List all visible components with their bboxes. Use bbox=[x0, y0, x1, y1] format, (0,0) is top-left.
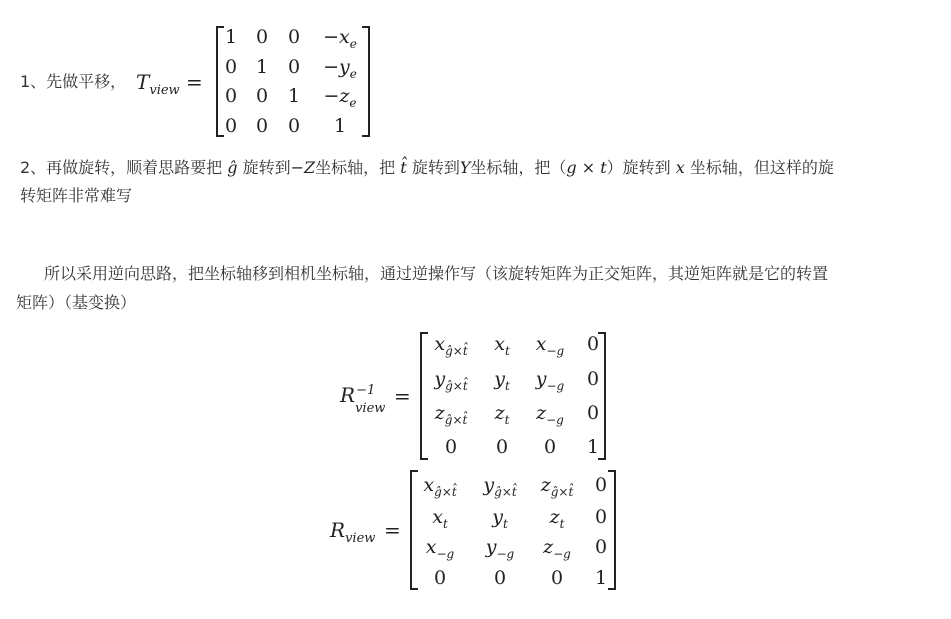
translation-cell-r3-c3: 1 bbox=[287, 85, 301, 107]
translation-cell-r1-c4: $-x_e$ bbox=[323, 26, 357, 51]
rinv-equals: = bbox=[394, 384, 411, 408]
rotation-cell-r2-c3: $z_t$ bbox=[549, 506, 565, 531]
explanation-line2: 矩阵）（基变换） bbox=[16, 293, 137, 312]
inverse-rotation-cell-r2-c4: 0 bbox=[586, 368, 600, 390]
rotation-cell-r4-c1: 0 bbox=[433, 567, 447, 589]
inverse-rotation-cell-r2-c2: $y_t$ bbox=[494, 368, 510, 393]
translation-cell-r4-c3: 0 bbox=[287, 115, 301, 137]
step1-text: 1、先做平移， bbox=[20, 72, 127, 91]
rotation-cell-r4-c2: 0 bbox=[493, 567, 507, 589]
rotation-cell-r4-c4: 1 bbox=[594, 567, 608, 589]
inverse-rotation-matrix bbox=[420, 332, 606, 460]
r-var: R bbox=[340, 383, 356, 407]
neg-z-symbol: −Z bbox=[290, 158, 316, 177]
explanation-line1: 所以采用逆向思路，把坐标轴移到相机坐标轴，通过逆操作写（该旋转矩阵为正交矩阵，其逆矩阵就是它的转置 bbox=[44, 264, 829, 283]
step2-part4: 旋转到 bbox=[411, 158, 460, 177]
inverse-rotation-cell-r4-c1: 0 bbox=[444, 436, 458, 458]
g-hat-symbol: ĝ bbox=[227, 158, 238, 177]
translation-cell-r1-c1: 1 bbox=[224, 26, 238, 48]
rotation-cell-r4-c3: 0 bbox=[550, 567, 564, 589]
inverse-rotation-cell-r1-c1: $x_{ĝ\times t̂}$ bbox=[434, 333, 468, 358]
translation-cell-r3-c4: $-z_e$ bbox=[323, 85, 357, 110]
step2-part1: 2、再做旋转，顺着思路要把 bbox=[20, 158, 223, 177]
translation-cell-r1-c3: 0 bbox=[287, 26, 301, 48]
rotation-cell-r3-c3: $z_{-g}$ bbox=[543, 536, 571, 561]
step2-part7: 坐标轴，但这样的旋 bbox=[689, 158, 834, 177]
translation-cell-r2-c4: $-y_e$ bbox=[323, 56, 357, 81]
inverse-rotation-cell-r2-c3: $y_{-g}$ bbox=[535, 368, 565, 393]
translation-cell-r4-c2: 0 bbox=[255, 115, 269, 137]
x-axis-symbol: x bbox=[675, 158, 685, 177]
inverse-rotation-cell-r4-c3: 0 bbox=[543, 436, 557, 458]
r-sub: view bbox=[355, 401, 386, 416]
rotation-cell-r1-c3: $z_{ĝ\times t̂}$ bbox=[540, 474, 574, 499]
rview-equals: = bbox=[384, 518, 401, 542]
rotation-cell-r2-c4: 0 bbox=[594, 506, 608, 528]
translation-cell-r3-c1: 0 bbox=[224, 85, 238, 107]
rotation-cell-r3-c1: $x_{-g}$ bbox=[425, 536, 455, 561]
step2-part2: 旋转到 bbox=[242, 158, 291, 177]
inverse-rotation-cell-r3-c2: $z_t$ bbox=[494, 402, 510, 427]
g-cross-t-symbol: g × t bbox=[566, 158, 607, 177]
step1-equals: = bbox=[186, 70, 203, 94]
rotation-cell-r1-c2: $y_{ĝ\times t̂}$ bbox=[483, 474, 517, 499]
inverse-rotation-cell-r1-c2: $x_t$ bbox=[494, 333, 510, 358]
rotation-cell-r3-c4: 0 bbox=[594, 536, 608, 558]
inverse-rotation-cell-r1-c3: $x_{-g}$ bbox=[535, 333, 565, 358]
rotation-cell-r3-c2: $y_{-g}$ bbox=[485, 536, 515, 561]
step2-part3: 坐标轴，把 bbox=[315, 158, 396, 177]
rotation-matrix bbox=[410, 470, 616, 590]
r-sup: −1 bbox=[356, 383, 376, 398]
rotation-cell-r1-c1: $x_{ĝ\times t̂}$ bbox=[423, 474, 457, 499]
y-axis-symbol: Y bbox=[459, 158, 471, 177]
t-var: T bbox=[136, 70, 150, 94]
r-view-symbol bbox=[330, 519, 375, 550]
t-view-symbol bbox=[136, 71, 180, 102]
step2-line1 bbox=[20, 158, 834, 178]
inverse-rotation-cell-r3-c1: $z_{ĝ\times t̂}$ bbox=[434, 402, 468, 427]
inverse-rotation-cell-r3-c3: $z_{-g}$ bbox=[536, 402, 564, 427]
inverse-rotation-cell-r4-c2: 0 bbox=[495, 436, 509, 458]
rotation-cell-r2-c1: $x_t$ bbox=[432, 506, 448, 531]
inverse-rotation-cell-r4-c4: 1 bbox=[586, 436, 600, 458]
translation-cell-r2-c2: 1 bbox=[255, 56, 269, 78]
rview-var: R bbox=[330, 518, 346, 542]
inverse-rotation-cell-r3-c4: 0 bbox=[586, 402, 600, 424]
translation-cell-r4-c4: 1 bbox=[333, 115, 347, 137]
r-inverse-symbol bbox=[340, 383, 397, 416]
inverse-rotation-cell-r2-c1: $y_{ĝ\times t̂}$ bbox=[434, 368, 468, 393]
step2-part6: ）旋转到 bbox=[606, 158, 671, 177]
t-sub: view bbox=[149, 83, 180, 98]
translation-cell-r2-c3: 0 bbox=[287, 56, 301, 78]
step2-line2: 转矩阵非常难写 bbox=[20, 186, 133, 205]
translation-cell-r1-c2: 0 bbox=[255, 26, 269, 48]
translation-cell-r4-c1: 0 bbox=[224, 115, 238, 137]
rview-sub: view bbox=[345, 531, 376, 546]
translation-cell-r2-c1: 0 bbox=[224, 56, 238, 78]
t-hat-symbol: t̂ bbox=[400, 158, 407, 177]
inverse-rotation-cell-r1-c4: 0 bbox=[586, 333, 600, 355]
translation-cell-r3-c2: 0 bbox=[255, 85, 269, 107]
rotation-cell-r1-c4: 0 bbox=[594, 474, 608, 496]
rotation-cell-r2-c2: $y_t$ bbox=[492, 506, 508, 531]
translation-matrix bbox=[216, 26, 370, 137]
step2-part5: 坐标轴，把（ bbox=[470, 158, 567, 177]
